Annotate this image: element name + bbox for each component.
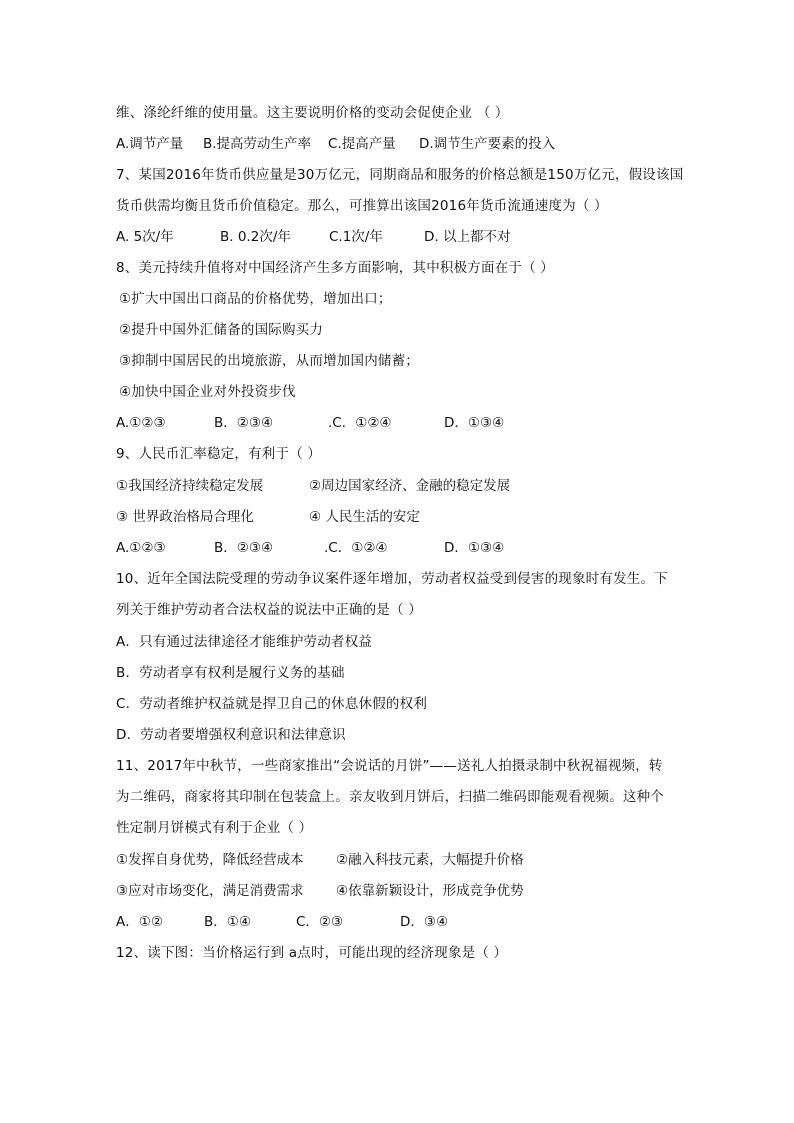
q10-option-a: A．只有通过法律途径才能维护劳动者权益 [116,634,373,650]
q9-items-row2 [116,507,716,527]
q9-stem: 9、人民币汇率稳定，有利于（ ） [116,446,322,462]
q6-stem-tail: 维、涤纶纤维的使用量。这主要说明价格的变动会促使企业 （ ） [116,105,509,121]
q9-options [116,538,716,558]
q9-item-1: ①我国经济持续稳定发展 [116,478,264,494]
q7-stem-line1: 7、某国2016年货币供应量是30万亿元，同期商品和服务的价格总额是150万亿元，假设该国 [116,167,684,183]
q11-option-d: D．③④ [400,914,449,930]
q8-option-b: B．②③④ [214,415,274,431]
q8-item-1: ①扩大中国出口商品的价格优势，增加出口； [119,291,392,307]
q7-option-c: C.1次/年 [329,229,383,245]
q6-option-b: B.提高劳动生产率 [203,136,312,152]
q8-item-4: ④加快中国企业对外投资步伐 [119,384,296,400]
q10-option-d: D．劳动者要增强权利意识和法律意识 [116,727,346,743]
q11-stem-line3: 性定制月饼模式有利于企业（ ） [116,820,313,836]
q8-option-c: .C．①②④ [328,415,392,431]
q11-item-4: ④依靠新颖设计，形成竞争优势 [336,883,524,899]
q8-stem: 8、美元持续升值将对中国经济产生多方面影响，其中积极方面在于（ ） [116,260,554,276]
q11-options [116,912,716,932]
q11-stem-line2: 为二维码，商家将其印制在包装盒上。亲友收到月饼后，扫描二维码即能观看视频。这种个 [116,789,664,805]
q10-stem-line1: 10、近年全国法院受理的劳动争议案件逐年增加，劳动者权益受到侵害的现象时有发生。下 [116,571,668,587]
q11-option-c: C．②③ [296,914,344,930]
q9-items-row1 [116,476,716,496]
q6-options [116,134,716,154]
q6-option-c: C.提高产量 [328,136,396,152]
q8-option-d: D．①③④ [444,415,505,431]
q7-option-a: A. 5次/年 [116,229,174,245]
q9-option-b: B．②③④ [214,540,274,556]
q11-item-1: ①发挥自身优势，降低经营成本 [116,852,304,868]
q10-stem-line2: 列关于维护劳动者合法权益的说法中正确的是（ ） [116,602,422,618]
q7-options [116,227,716,247]
q6-option-a: A.调节产量 [116,136,184,152]
q8-item-3: ③抑制中国居民的出境旅游，从而增加国内储蓄； [119,353,420,369]
q9-item-4: ④ 人民生活的安定 [309,509,420,525]
q7-option-b: B. 0.2次/年 [220,229,291,245]
q9-item-2: ②周边国家经济、金融的稳定发展 [309,478,511,494]
q9-item-3: ③ 世界政治格局合理化 [116,509,254,525]
q7-option-d: D. 以上都不对 [424,229,511,245]
q8-option-a: A.①②③ [116,415,166,431]
q9-option-c: .C．①②④ [324,540,388,556]
q11-item-2: ②融入科技元素，大幅提升价格 [336,852,524,868]
q9-option-d: D．①③④ [444,540,505,556]
q11-option-a: A．①② [116,914,163,930]
q11-item-3: ③应对市场变化，满足消费需求 [116,883,304,899]
q11-stem-line1: 11、2017年中秋节，一些商家推出“会说话的月饼”——送礼人拍摄录制中秋祝福视频，转 [116,758,663,774]
q11-items-row2 [116,881,716,901]
q11-items-row1 [116,850,716,870]
q7-stem-line2: 货币供需均衡且货币价值稳定。那么，可推算出该国2016年货币流通速度为（ ） [116,198,608,214]
q9-option-a: A.①②③ [116,540,166,556]
q10-option-c: C．劳动者维护权益就是捍卫自己的休息休假的权利 [116,696,428,712]
q8-item-2: ②提升中国外汇储备的国际购买力 [119,322,324,338]
q8-options [116,413,716,433]
q10-option-b: B．劳动者享有权利是履行义务的基础 [116,665,345,681]
q11-option-b: B．①④ [204,914,251,930]
q6-option-d: D.调节生产要素的投入 [419,136,556,152]
q12-stem: 12、读下图：当价格运行到 a点时，可能出现的经济现象是（ ） [116,945,508,961]
